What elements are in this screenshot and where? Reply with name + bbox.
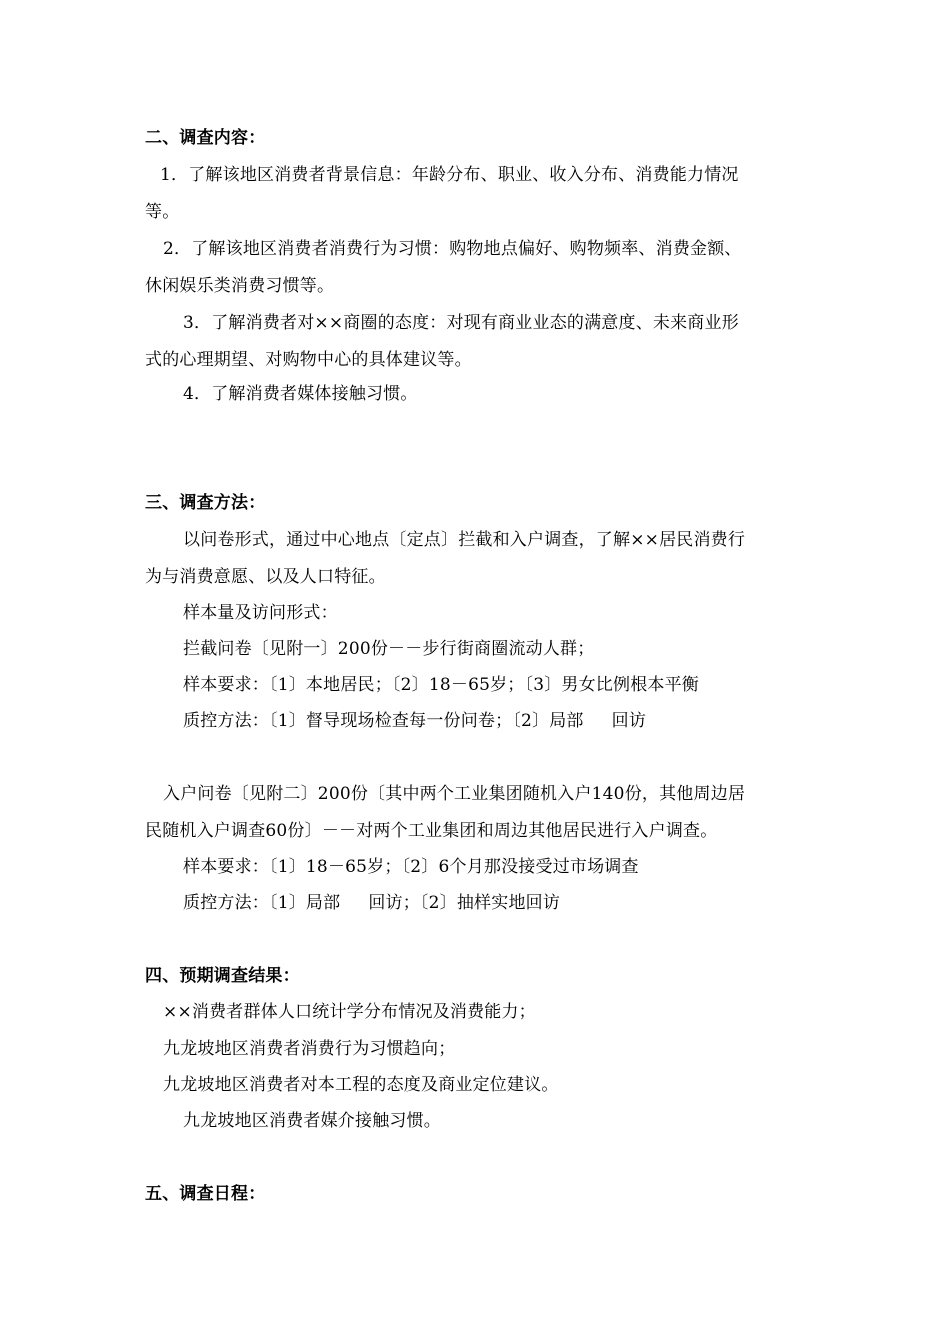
method-intro-line-1: 以问卷形式，通过中心地点〔定点〕拦截和入户调查，了解××居民消费行 — [183, 530, 746, 550]
household-questionnaire-line-2: 民随机入户调查60份〕－－对两个工业集团和周边其他居民进行入户调查。 — [145, 821, 718, 841]
intercept-qc-part-b: 回访 — [611, 711, 647, 731]
section-heading-schedule: 五、调查日程： — [145, 1184, 266, 1204]
section-heading-content: 二、调查内容： — [145, 128, 266, 148]
result-item-2: 九龙坡地区消费者消费行为习惯趋向； — [163, 1039, 456, 1059]
result-item-1: ××消费者群体人口统计学分布情况及消费能力； — [163, 1002, 536, 1022]
section-heading-results: 四、预期调查结果： — [145, 966, 300, 986]
household-quality-control — [183, 891, 560, 915]
household-qc-part-b: 回访；〔2〕抽样实地回访 — [368, 893, 561, 913]
content-item-1-line-1: 1．了解该地区消费者背景信息：年龄分布、职业、收入分布、消费能力情况 — [160, 165, 739, 185]
result-item-4: 九龙坡地区消费者媒介接触习惯。 — [183, 1111, 441, 1131]
content-item-2-line-1: 2．了解该地区消费者消费行为习惯：购物地点偏好、购物频率、消费金额、 — [163, 239, 742, 259]
intercept-quality-control — [183, 709, 646, 733]
household-qc-part-a: 质控方法：〔1〕局部 — [183, 893, 341, 913]
household-questionnaire-line-1: 入户问卷〔见附二〕200份〔其中两个工业集团随机入户140份，其他周边居 — [163, 784, 746, 804]
section-heading-method: 三、调查方法： — [145, 493, 266, 513]
sample-form-label: 样本量及访问形式： — [183, 603, 338, 623]
intercept-qc-part-a: 质控方法：〔1〕督导现场检查每一份问卷；〔2〕局部 — [183, 711, 584, 731]
content-item-3-line-2: 式的心理期望、对购物中心的具体建议等。 — [145, 350, 472, 370]
result-item-3: 九龙坡地区消费者对本工程的态度及商业定位建议。 — [163, 1075, 559, 1095]
content-item-4: 4．了解消费者媒体接触习惯。 — [183, 384, 418, 404]
content-item-3-line-1: 3．了解消费者对××商圈的态度：对现有商业业态的满意度、未来商业形 — [183, 313, 739, 333]
intercept-questionnaire: 拦截问卷〔见附一〕200份－－步行街商圈流动人群； — [183, 639, 595, 659]
intercept-sample-requirement: 样本要求：〔1〕本地居民；〔2〕18－65岁；〔3〕男女比例根本平衡 — [183, 675, 700, 695]
content-item-2-line-2: 休闲娱乐类消费习惯等。 — [145, 276, 335, 296]
household-sample-requirement: 样本要求：〔1〕18－65岁；〔2〕6个月那没接受过市场调查 — [183, 857, 639, 877]
method-intro-line-2: 为与消费意愿、以及人口特征。 — [145, 567, 386, 587]
content-item-1-line-2: 等。 — [145, 202, 180, 222]
